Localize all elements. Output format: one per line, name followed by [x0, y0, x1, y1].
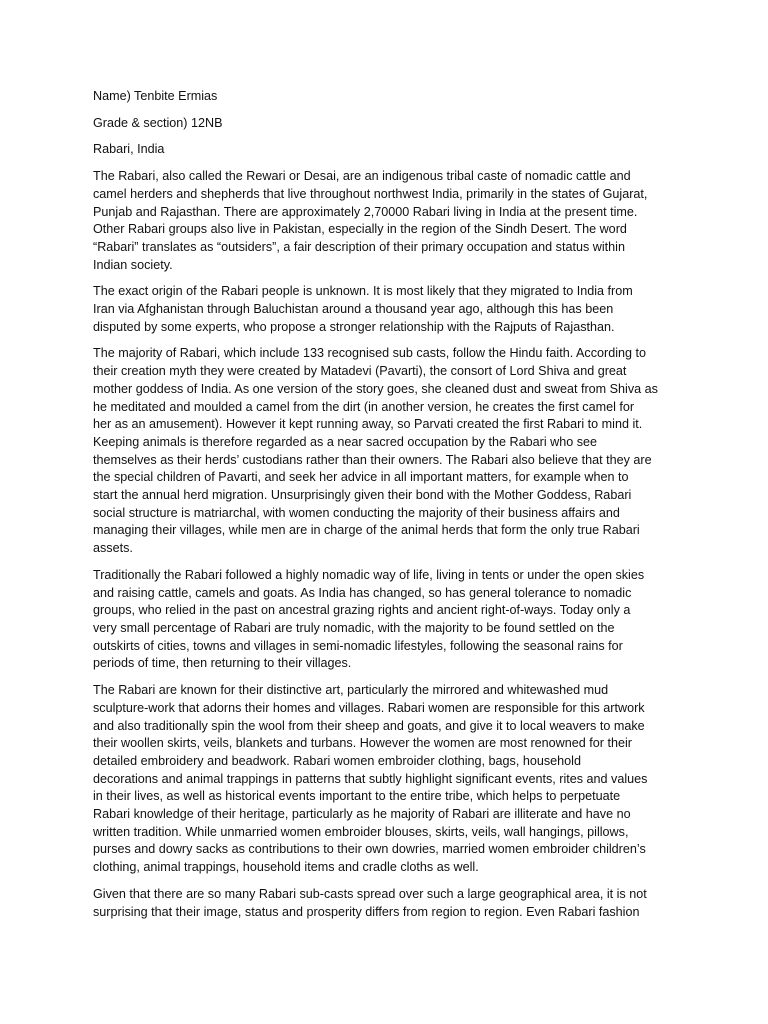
- student-name: Name) Tenbite Ermias: [93, 89, 218, 103]
- paragraph-faith: [93, 345, 678, 557]
- document-body: [93, 88, 678, 930]
- text-line: the special children of Pavarti, and seek her advice in all important matters, for example when to: [93, 470, 629, 485]
- text-line: their woollen skirts, veils, blankets and turbans. However the women are most renowned for their: [93, 736, 632, 751]
- text-line: and raising cattle, camels and goats. As India has changed, so has general tolerance to nomadic: [93, 585, 632, 600]
- text-line: mother goddess of India. As one version of the story goes, she cleaned dust and sweat from Shiva as: [93, 381, 658, 396]
- text-line: Other Rabari groups also live in Pakistan, especially in the region of the Sindh Desert. The word: [93, 222, 627, 237]
- text-line: assets.: [93, 541, 133, 556]
- text-line: The majority of Rabari, which include 133 recognised sub casts, follow the Hindu faith. According to: [93, 346, 647, 361]
- text-line: The exact origin of the Rabari people is unknown. It is most likely that they migrated to India from: [93, 284, 633, 299]
- text-line: outskirts of cities, towns and villages in semi-nomadic lifestyles, following the seasonal rains for: [93, 638, 623, 653]
- text-line: periods of time, then returning to their villages.: [93, 656, 352, 671]
- text-line: very small percentage of Rabari are truly nomadic, with the majority to be found settled on the: [93, 620, 615, 635]
- grade-section: Grade & section) 12NB: [93, 115, 223, 130]
- text-line: disputed by some experts, who propose a stronger relationship with the Rajputs of Rajasthan.: [93, 319, 615, 334]
- paragraph-subcasts: [93, 886, 678, 921]
- text-line: social structure is matriarchal, with women conducting the majority of their business affairs and: [93, 505, 620, 520]
- text-line: purses and dowry sacks as contributions to their own dowries, married women embroider children’s: [93, 842, 646, 857]
- text-line: Punjab and Rajasthan. There are approximately 2,70000 Rabari living in India at the present time.: [93, 204, 638, 219]
- text-line: and also traditionally spin the wool from their sheep and goats, and give it to local weavers to make: [93, 718, 645, 733]
- text-line: The Rabari, also called the Rewari or Desai, are an indigenous tribal caste of nomadic cattle and: [93, 169, 631, 184]
- text-line: Given that there are so many Rabari sub-casts spread over such a large geographical area, it is not: [93, 886, 647, 901]
- text-line: themselves as their herds’ custodians rather than their owners. The Rabari also believe that they are: [93, 452, 652, 467]
- text-line: Traditionally the Rabari followed a highly nomadic way of life, living in tents or under the open skies: [93, 567, 645, 582]
- text-line: Iran via Afghanistan through Baluchistan around a thousand year ago, although this has been: [93, 302, 614, 317]
- text-line: written tradition. While unmarried women embroider blouses, skirts, veils, wall hangings, pillows,: [93, 824, 629, 839]
- text-line: start the annual herd migration. Unsurprisingly given their bond with the Mother Goddess, Rabari: [93, 488, 632, 503]
- text-line: in their lives, as well as historical events important to the entire tribe, which helps to perpetuate: [93, 789, 621, 804]
- paragraph-art: [93, 682, 678, 877]
- text-line: managing their villages, while men are in charge of the animal herds that form the only true Rabari: [93, 523, 640, 538]
- text-line: surprising that their image, status and prosperity differs from region to region. Even Rabari fashion: [93, 904, 640, 919]
- text-line: Indian society.: [93, 257, 173, 272]
- paragraph-origin: [93, 283, 678, 336]
- text-line: “Rabari” translates as “outsiders”, a fair description of their primary occupation and status within: [93, 239, 625, 254]
- text-line: decorations and animal trappings in patterns that subtly highlight significant events, rites and values: [93, 771, 648, 786]
- document-title: Rabari, India: [93, 142, 165, 157]
- text-line: Rabari knowledge of their heritage, particularly as he majority of Rabari are illiterate and have no: [93, 807, 631, 822]
- text-line: groups, who relied in the past on ancestral grazing rights and ancient right-of-ways. Today only a: [93, 603, 631, 618]
- paragraph-intro: [93, 168, 678, 274]
- text-line: Keeping animals is therefore regarded as a near sacred occupation by the Rabari who see: [93, 434, 598, 449]
- text-line: camel herders and shepherds that live throughout northwest India, primarily in the states of Gujarat,: [93, 186, 648, 201]
- text-line: detailed embroidery and beadwork. Rabari women embroider clothing, bags, household: [93, 753, 581, 768]
- text-line: their creation myth they were created by Matadevi (Pavarti), the consort of Lord Shiva and great: [93, 364, 627, 379]
- text-line: sculpture-work that adorns their homes and villages. Rabari women are responsible for this artwork: [93, 700, 645, 715]
- text-line: her as an amusement). However it kept running away, so Parvati created the first Rabari to mind it.: [93, 417, 643, 432]
- text-line: clothing, animal trappings, household items and cradle cloths as well.: [93, 860, 479, 875]
- paragraph-lifestyle: [93, 567, 678, 673]
- text-line: The Rabari are known for their distinctive art, particularly the mirrored and whitewashed mud: [93, 683, 609, 698]
- text-line: he meditated and moulded a camel from the dirt (in another version, he creates the first camel for: [93, 399, 635, 414]
